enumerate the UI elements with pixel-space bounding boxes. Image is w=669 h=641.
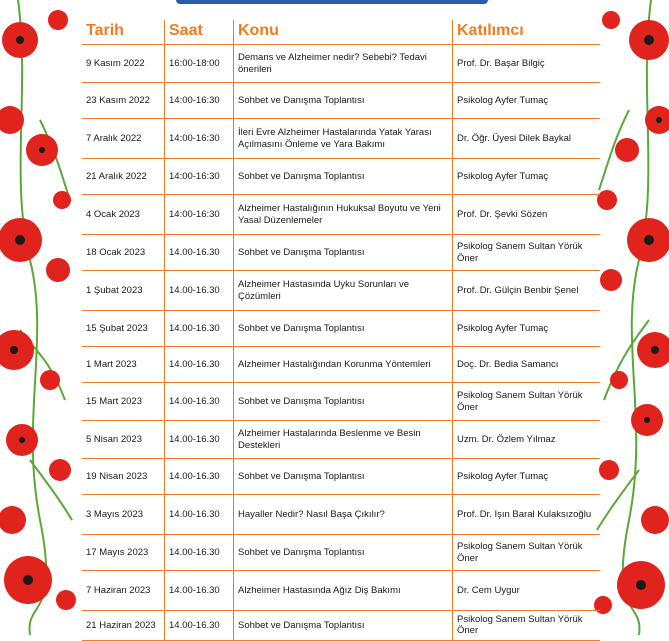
table-row — [82, 271, 600, 311]
cell-topic: Sohbet ve Danışma Toplantısı — [234, 311, 453, 347]
cell-date: 4 Ocak 2023 — [82, 195, 165, 235]
cell-participant: Psikolog Ayfer Tumaç — [453, 459, 601, 495]
cell-participant: Psikolog Sanem Sultan Yörük Öner — [453, 383, 601, 421]
cell-time: 14.00-16.30 — [165, 421, 234, 459]
cell-topic: İleri Evre Alzheimer Hastalarında Yatak Yarası Açılmasını Önleme ve Yara Bakımı — [234, 119, 453, 159]
cell-date: 7 Aralık 2022 — [82, 119, 165, 159]
cell-topic: Alzheimer Hastalığından Korunma Yöntemleri — [234, 347, 453, 383]
cell-topic: Alzheimer Hastasında Uyku Sorunları ve Çözümleri — [234, 271, 453, 311]
cell-time: 14.00-16.30 — [165, 459, 234, 495]
cell-time: 14.00-16.30 — [165, 383, 234, 421]
cell-topic: Sohbet ve Danışma Toplantısı — [234, 383, 453, 421]
cell-participant: Psikolog Ayfer Tumaç — [453, 83, 601, 119]
cell-time: 16:00-18:00 — [165, 45, 234, 83]
table-row — [82, 83, 600, 119]
cell-time: 14:00-16:30 — [165, 159, 234, 195]
cell-date: 19 Nisan 2023 — [82, 459, 165, 495]
cell-date: 15 Mart 2023 — [82, 383, 165, 421]
table-row — [82, 235, 600, 271]
table-row — [82, 611, 600, 641]
cell-participant: Doç. Dr. Bedia Samancı — [453, 347, 601, 383]
cell-topic: Hayaller Nedir? Nasıl Başa Çıkılır? — [234, 495, 453, 535]
table-row — [82, 421, 600, 459]
table-row — [82, 383, 600, 421]
cell-time: 14.00-16.30 — [165, 235, 234, 271]
cell-participant: Dr. Cem Uygur — [453, 571, 601, 611]
table-row — [82, 45, 600, 83]
table-row — [82, 535, 600, 571]
cell-date: 21 Haziran 2023 — [82, 611, 165, 641]
cell-topic: Sohbet ve Danışma Toplantısı — [234, 83, 453, 119]
header-time: Saat — [165, 20, 234, 45]
cell-date: 17 Mayıs 2023 — [82, 535, 165, 571]
cell-topic: Alzheimer Hastalarında Beslenme ve Besin Destekleri — [234, 421, 453, 459]
cell-time: 14.00-16.30 — [165, 271, 234, 311]
cell-participant: Psikolog Sanem Sultan Yörük Öner — [453, 611, 601, 641]
cell-participant: Prof. Dr. Işın Baral Kulaksızoğlu — [453, 495, 601, 535]
cell-time: 14:00-16:30 — [165, 195, 234, 235]
cell-time: 14.00-16.30 — [165, 535, 234, 571]
cell-participant: Psikolog Ayfer Tumaç — [453, 159, 601, 195]
header-participant: Katılımcı — [453, 20, 601, 45]
table-row — [82, 571, 600, 611]
cell-participant: Prof. Dr. Başar Bilgiç — [453, 45, 601, 83]
schedule-table — [82, 20, 600, 641]
cell-date: 1 Şubat 2023 — [82, 271, 165, 311]
cell-date: 3 Mayıs 2023 — [82, 495, 165, 535]
poppy-border-right — [589, 0, 669, 635]
cell-participant: Prof. Dr. Şevki Sözen — [453, 195, 601, 235]
table-row — [82, 459, 600, 495]
header-topic: Konu — [234, 20, 453, 45]
table-row — [82, 347, 600, 383]
cell-participant: Psikolog Sanem Sultan Yörük Öner — [453, 535, 601, 571]
table-row — [82, 159, 600, 195]
cell-time: 14.00-16.30 — [165, 611, 234, 641]
cell-participant: Psikolog Ayfer Tumaç — [453, 311, 601, 347]
cell-date: 18 Ocak 2023 — [82, 235, 165, 271]
cell-time: 14.00-16.30 — [165, 311, 234, 347]
cell-topic: Sohbet ve Danışma Toplantısı — [234, 611, 453, 641]
table-row — [82, 311, 600, 347]
cell-time: 14:00-16:30 — [165, 119, 234, 159]
cell-time: 14.00-16.30 — [165, 495, 234, 535]
cell-topic: Sohbet ve Danışma Toplantısı — [234, 535, 453, 571]
cell-time: 14.00-16.30 — [165, 347, 234, 383]
cell-participant: Psikolog Sanem Sultan Yörük Öner — [453, 235, 601, 271]
cell-date: 7 Haziran 2023 — [82, 571, 165, 611]
poppy-border-left — [0, 0, 80, 635]
header-date: Tarih — [82, 20, 165, 45]
cell-topic: Sohbet ve Danışma Toplantısı — [234, 235, 453, 271]
cell-participant: Prof. Dr. Gülçin Benbir Şenel — [453, 271, 601, 311]
cell-time: 14.00-16.30 — [165, 571, 234, 611]
cell-participant: Uzm. Dr. Özlem Yılmaz — [453, 421, 601, 459]
cell-date: 15 Şubat 2023 — [82, 311, 165, 347]
table-row — [82, 195, 600, 235]
table-row — [82, 495, 600, 535]
cell-topic: Sohbet ve Danışma Toplantısı — [234, 159, 453, 195]
cell-date: 1 Mart 2023 — [82, 347, 165, 383]
cell-date: 21 Aralık 2022 — [82, 159, 165, 195]
table-row — [82, 119, 600, 159]
cell-participant: Dr. Öğr. Üyesi Dilek Baykal — [453, 119, 601, 159]
cell-date: 23 Kasım 2022 — [82, 83, 165, 119]
table-body — [82, 45, 600, 641]
cell-date: 5 Nisan 2023 — [82, 421, 165, 459]
cell-topic: Sohbet ve Danışma Toplantısı — [234, 459, 453, 495]
cell-topic: Demans ve Alzheimer nedir? Sebebi? Tedavi önerileri — [234, 45, 453, 83]
cell-topic: Alzheimer Hastasında Ağız Diş Bakımı — [234, 571, 453, 611]
top-banner-edge — [176, 0, 488, 4]
table-header-row — [82, 20, 600, 45]
cell-date: 9 Kasım 2022 — [82, 45, 165, 83]
cell-time: 14:00-16:30 — [165, 83, 234, 119]
cell-topic: Alzheimer Hastalığının Hukuksal Boyutu ve Yeni Yasal Düzenlemeler — [234, 195, 453, 235]
